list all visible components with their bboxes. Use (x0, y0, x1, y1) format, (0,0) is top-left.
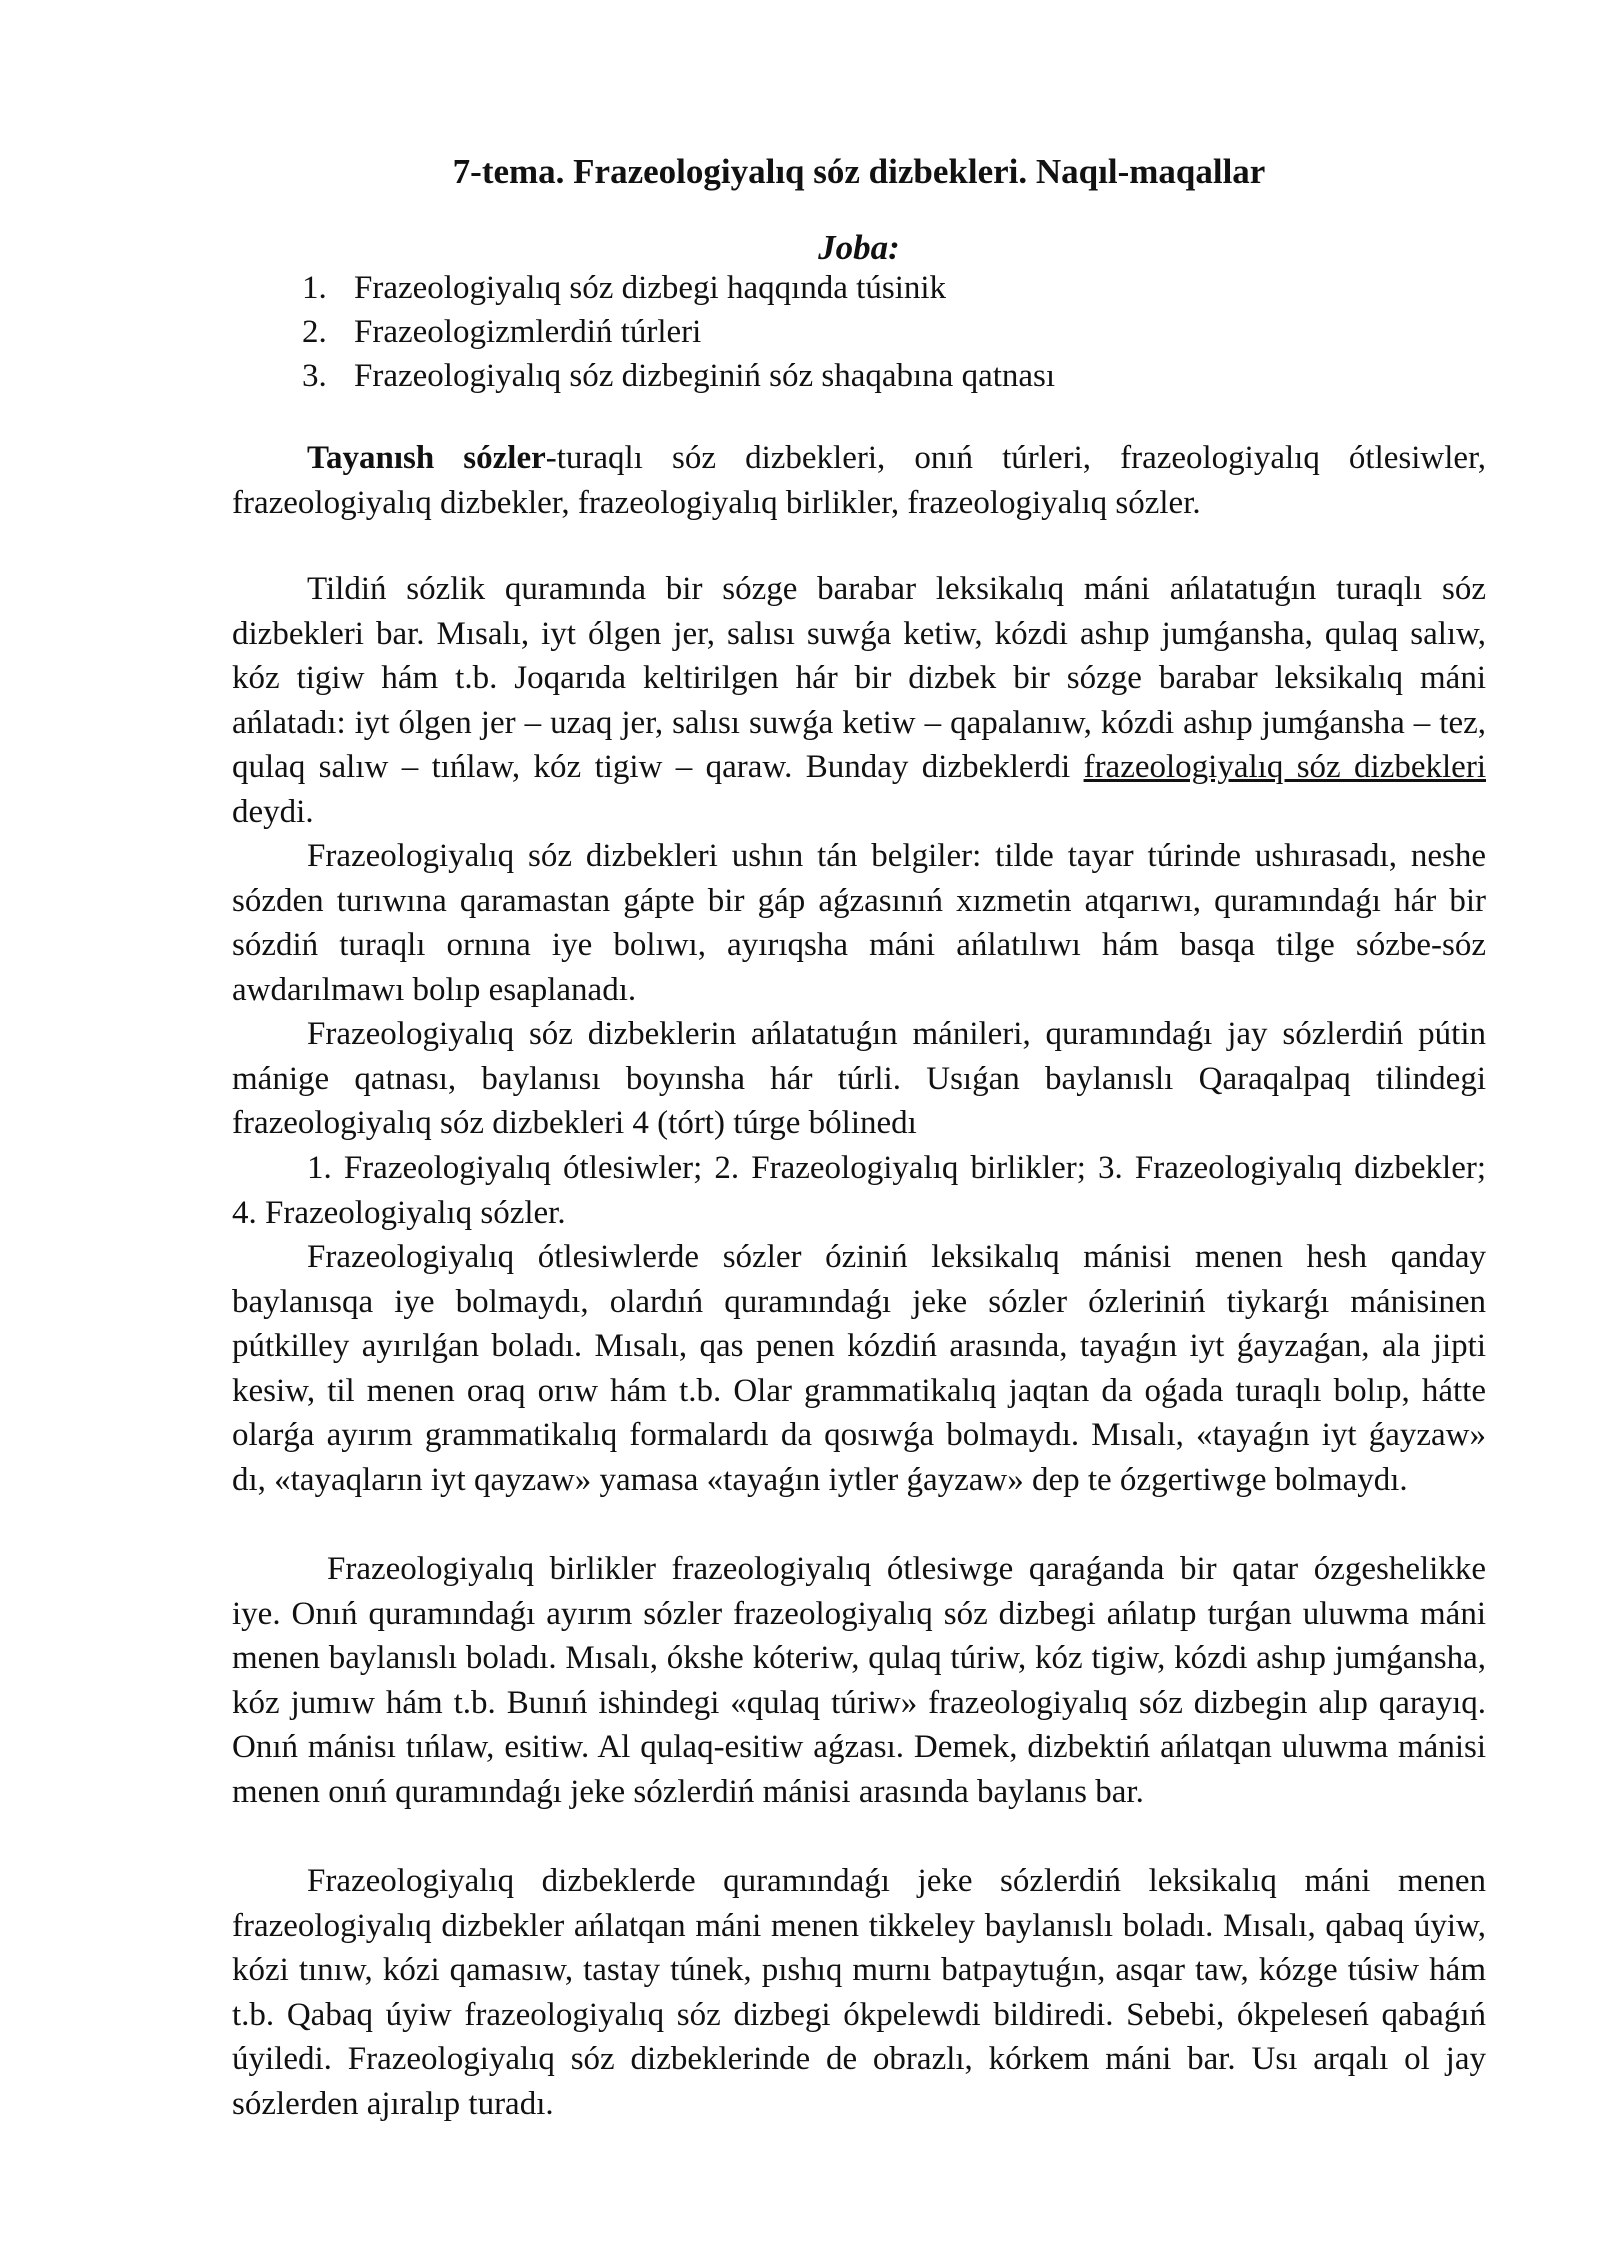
page-title: 7-tema. Frazeologiyalıq sóz dizbekleri. Naqıl-maqallar (452, 152, 1266, 191)
paragraph-intro-text: Tildiń sózlik quramında bir sózge barabar leksikalıq máni ańlatatuǵın turaqlı sóz dizbekleri bar. Mısalı, iyt ólgen jer, salısı suwǵa ketiw, kózdi ashıp jumǵansha, qulaq salıw, kóz tigiw hám t.b. Joqarıda keltirilgen hár bir dizbek bir sózge barabar leksikalıq máni ańlatadı: iyt ólgen jer – uzaq jer, salısı suwǵa ketiw – qapalanıw, kózdi ashıp jumǵansha – tez, qulaq salıw – tıńlaw, kóz tigiw – qaraw. Bunday dizbeklerdi (232, 571, 1486, 786)
plan-list (302, 266, 1055, 398)
plan-heading: Joba: (818, 228, 900, 267)
plan-item-text: Frazeologizmlerdiń túrleri (354, 314, 702, 350)
paragraph-types: Frazeologiyalıq sóz dizbeklerin ańlatatuǵın mánileri, quramındaǵı jay sózlerdiń pútin mánige qatnası, baylanısı boyınsha hár túrli. Usıǵan baylanıslı Qaraqalpaq tilindegi frazeologiyalıq sóz dizbekleri 4 (tórt) túrge bólinedı (232, 1016, 1486, 1142)
keywords-paragraph (232, 436, 1486, 525)
plan-item-number: 1. (302, 270, 327, 306)
keywords-label: Tayanısh sózler (307, 440, 546, 476)
plan-item-text: Frazeologiyalıq sóz dizbegi haqqında túsinik (354, 270, 947, 306)
plan-item (302, 354, 1055, 398)
plan-item-text: Frazeologiyalıq sóz dizbeginiń sóz shaqabına qatnası (354, 358, 1056, 394)
keywords-text: -turaqlı sóz dizbekleri, onıń túrleri, frazeologiyalıq ótlesiwler, frazeologiyalıq dizbekler, frazeologiyalıq birlikler, frazeologiyalıq sózler. (232, 440, 1486, 521)
plan-item-number: 2. (302, 314, 327, 350)
plan-item (302, 266, 1055, 310)
plan-item-number: 3. (302, 358, 327, 394)
paragraph-type-list: 1. Frazeologiyalıq ótlesiwler; 2. Frazeologiyalıq birlikler; 3. Frazeologiyalıq dizbekler; 4. Frazeologiyalıq sózler. (232, 1150, 1486, 1231)
paragraph-units: Frazeologiyalıq birlikler frazeologiyalıq ótlesiwge qaraǵanda bir qatar ózgeshelikke iye. Onıń quramındaǵı ayırım sózler frazeologiyalıq sóz dizbegi ańlatıp turǵan uluwma máni menen baylanıslı boladı. Mısalı, ókshe kóteriw, qulaq túriw, kóz tigiw, kózdi ashıp jumǵansha, kóz jumıw hám t.b. Bunıń ishindegi «qulaq túriw» frazeologiyalıq sóz dizbegin alıp qarayıq. Onıń mánisı tıńlaw, esitiw. Al qulaq-esitiw aǵzası. Demek, dizbektiń ańlatqan uluwma mánisi menen onıń quramındaǵı jeke sózlerdiń mánisi arasında baylanıs bar. (232, 1551, 1486, 1810)
paragraph-intro-end: deydi. (232, 793, 314, 830)
paragraph-features: Frazeologiyalıq sóz dizbekleri ushın tán belgiler: tilde tayar túrinde ushırasadı, neshe sózden turıwına qaramastan gápte bir gáp aǵzasınıń xızmetin atqarıwı, quramındaǵı hár bir sózdiń turaqlı ornına iye bolıwı, ayırıqsha máni ańlatılıwı hám basqa tilge sózbe-sóz awdarılmawı bolıp esaplanadı. (232, 838, 1486, 1008)
paragraph-combinations: Frazeologiyalıq dizbeklerde quramındaǵı jeke sózlerdiń leksikalıq máni menen frazeologiyalıq dizbekler ańlatqan máni menen tikkeley baylanıslı boladı. Mısalı, qabaq úyiw, kózi tınıw, kózi qamasıw, tastay túnek, pıshıq murnı batpaytuǵın, asqar taw, kózge túsiw hám t.b. Qabaq úyiw frazeologiyalıq sóz dizbegi ókpelewdi bildiredi. Sebebi, ókpeleseń qabaǵıń úyiledi. Frazeologiyalıq sóz dizbeklerinde de obrazlı, kórkem máni bar. Usı arqalı ol jay sózlerden ajıralıp turadı. (232, 1863, 1486, 2122)
paragraph-intro (232, 567, 1486, 835)
plan-item (302, 310, 1055, 354)
underlined-term: frazeologiyalıq sóz dizbekleri (1083, 749, 1486, 786)
paragraph-fusions: Frazeologiyalıq ótlesiwlerde sózler óziniń leksikalıq mánisi menen hesh qanday baylanısqa iye bolmaydı, olardıń quramındaǵı jeke sózler ózleriniń tiykarǵı mánisinen pútkilley ayırılǵan boladı. Mısalı, qas penen kózdiń arasında, tayaǵın iyt ǵayzaǵan, ala jipti kesiw, til menen oraq orıw hám t.b. Olar grammatikalıq jaqtan da oǵada turaqlı bolıp, hátte olarǵa ayırım grammatikalıq formalardı da qosıwǵa bolmaydı. Mısalı, «tayaǵın iyt ǵayzaw» dı, «tayaqların iyt qayzaw» yamasa «tayaǵın iytler ǵayzaw» dep te ózgertiwge bolmaydı. (232, 1239, 1486, 1498)
